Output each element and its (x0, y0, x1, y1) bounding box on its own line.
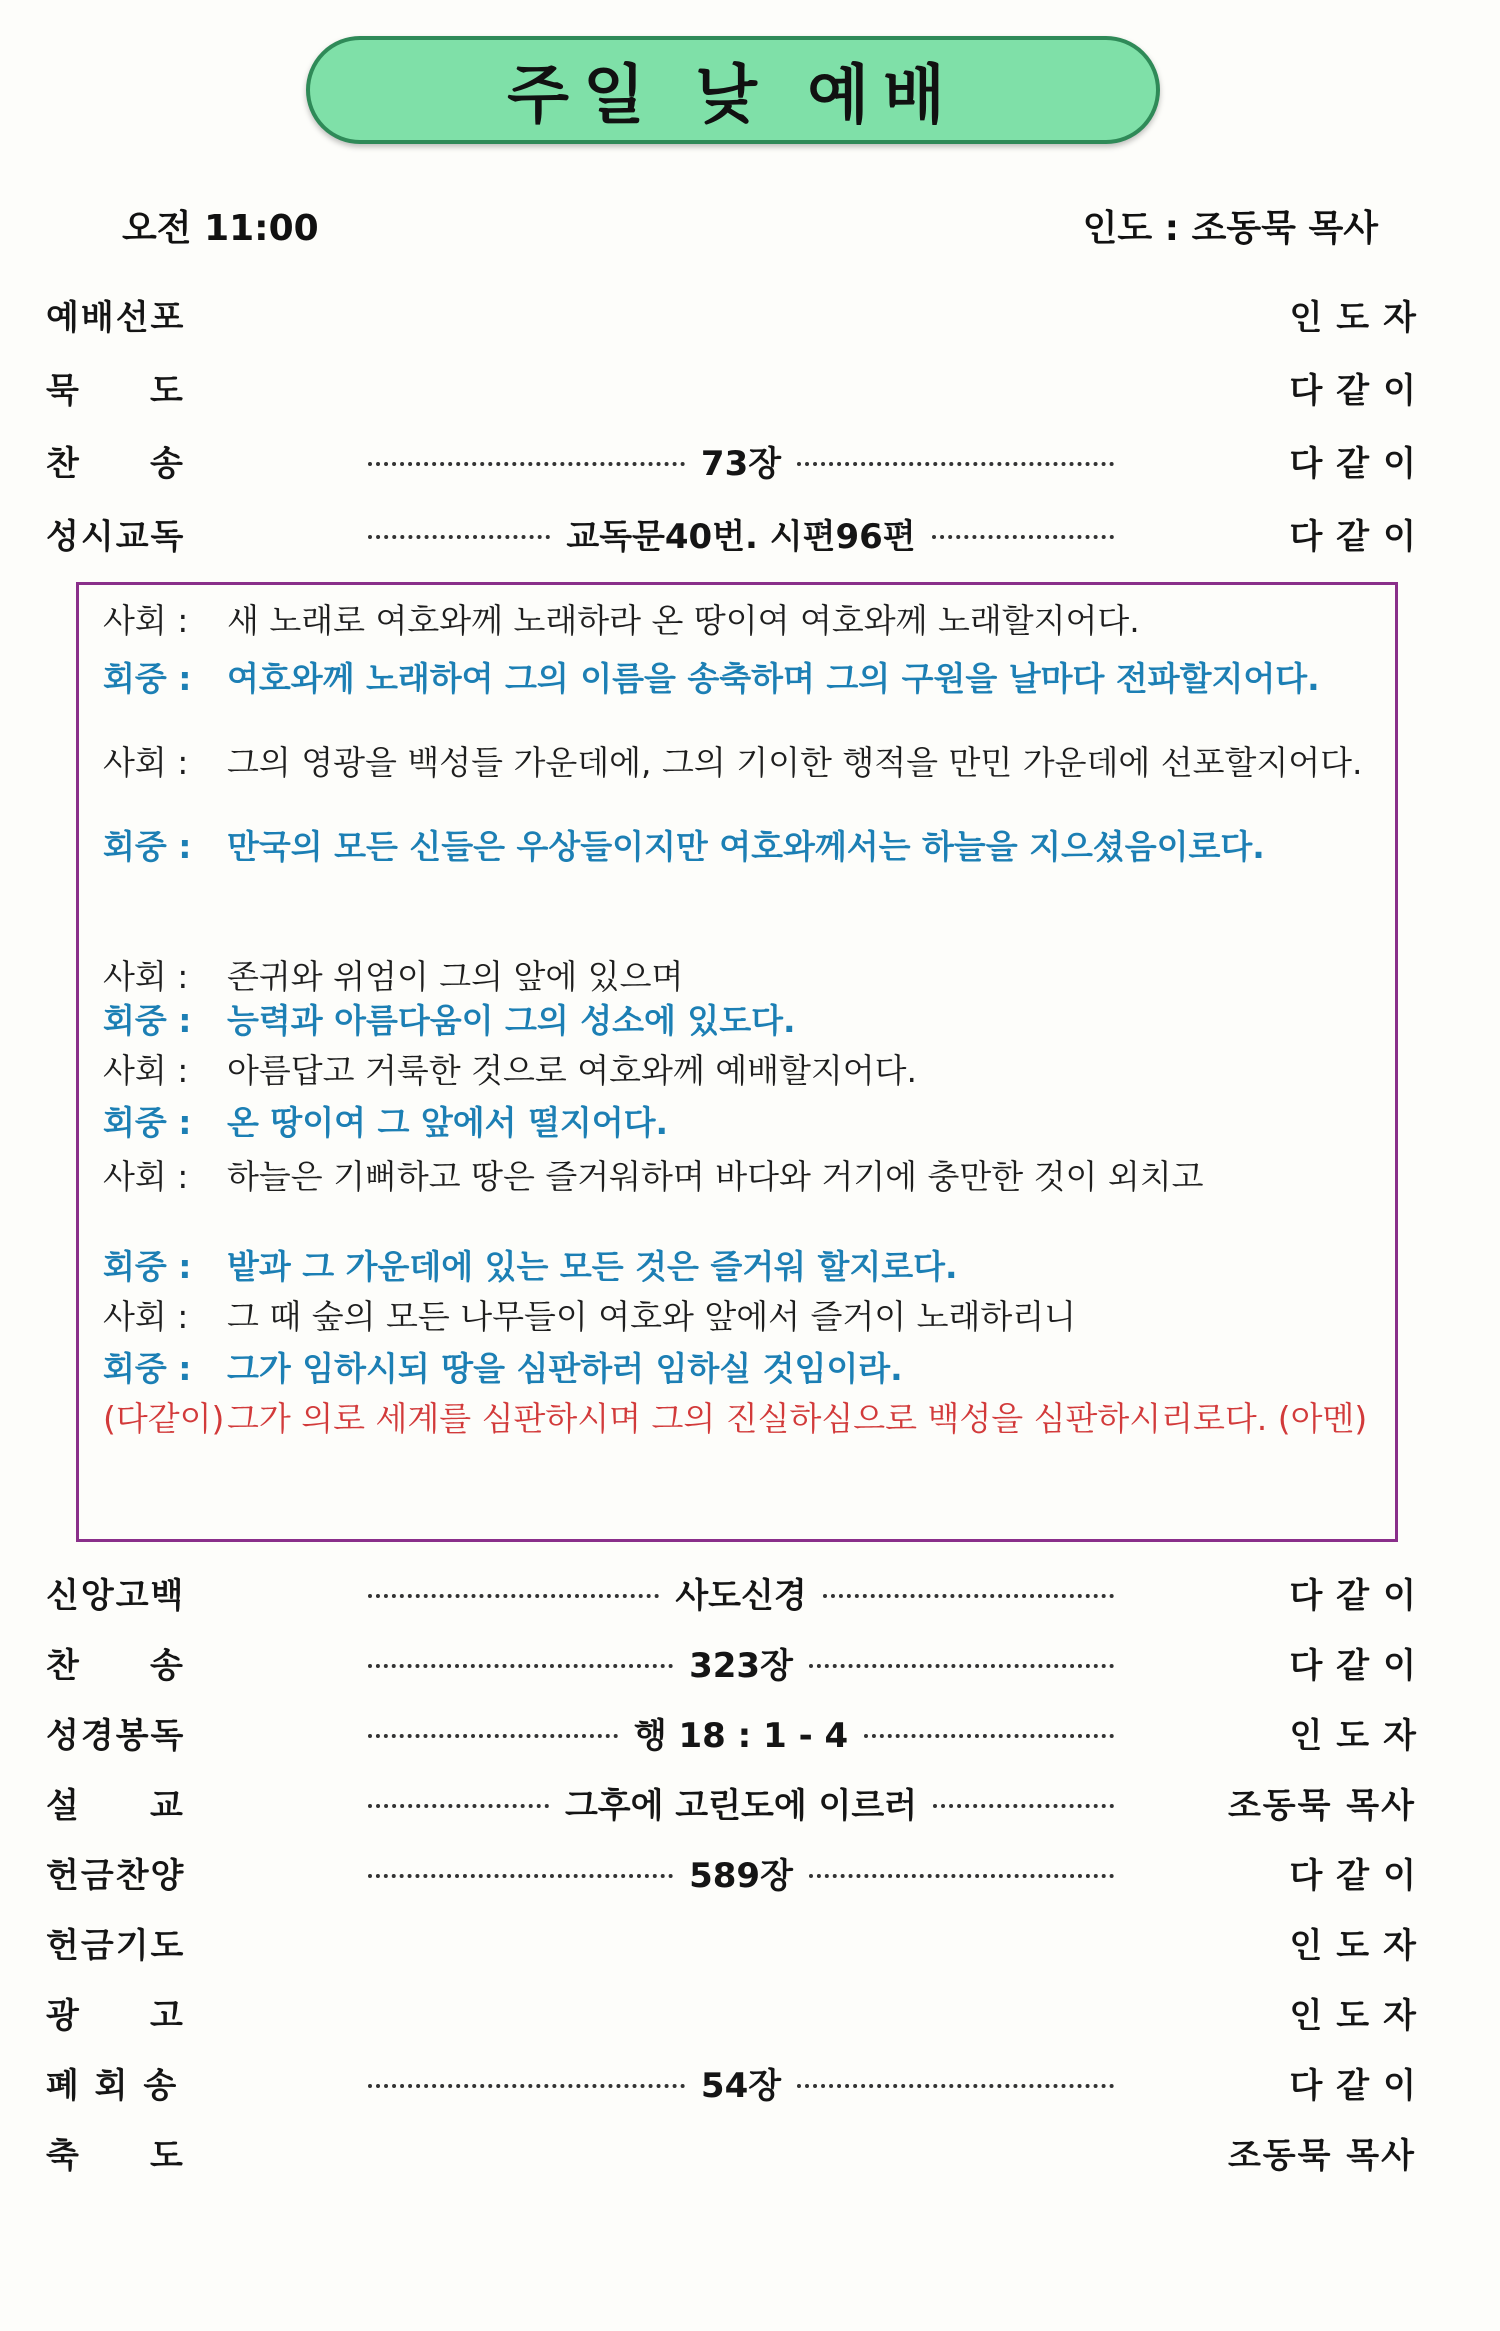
order-responsible: 다같이 (1289, 443, 1430, 484)
order-label: 성시교독 (46, 516, 186, 557)
dot-leader (933, 1804, 1114, 1808)
reading-line (103, 659, 1373, 699)
order-row (46, 359, 1430, 415)
order-detail (356, 1848, 1126, 1897)
order-responsible: 다같이 (1289, 1575, 1430, 1616)
order-row (46, 2124, 1416, 2180)
order-responsible: 조동묵 목사 (1227, 1785, 1416, 1826)
order-detail-text: 589장 (689, 1855, 793, 1896)
reading-speaker: 회중 : (103, 1103, 192, 1142)
order-detail (356, 1568, 1126, 1617)
dot-leader (797, 2084, 1114, 2088)
reading-speaker: 사회 : (103, 743, 189, 782)
reading-line (103, 1349, 1373, 1389)
reading-line (103, 957, 1373, 997)
reading-speaker: 사회 : (103, 601, 189, 640)
dot-leader (368, 1734, 618, 1738)
reading-text: 그가 의로 세계를 심판하시며 그의 진실하심으로 백성을 심판하시리로다. (아멘) (227, 1399, 1368, 1438)
dot-leader (368, 1874, 673, 1878)
order-row (46, 1704, 1430, 1760)
order-responsible: 다같이 (1289, 2065, 1430, 2106)
page-title: 주일 낮 예배 (507, 59, 959, 133)
order-row (46, 1634, 1430, 1690)
order-row (46, 1564, 1430, 1620)
reading-text: 그의 영광을 백성들 가운데에, 그의 기이한 행적을 만민 가운데에 선포할지어다. (227, 743, 1363, 782)
order-detail (356, 2010, 1126, 2014)
order-label: 찬 송 (46, 1645, 185, 1686)
order-row (46, 1984, 1430, 2040)
order-detail-text: 그후에 고린도에 이르러 (564, 1785, 918, 1826)
order-detail (356, 2150, 1126, 2154)
reading-line (103, 743, 1373, 783)
reading-speaker: 회중 : (103, 827, 192, 866)
reading-speaker: 사회 : (103, 957, 189, 996)
order-detail (356, 1940, 1126, 1944)
order-label: 찬 송 (46, 443, 185, 484)
responsive-reading-box (76, 582, 1398, 1542)
reading-speaker: 회중 : (103, 1349, 192, 1388)
order-detail-text: 73장 (700, 443, 782, 484)
order-detail (356, 312, 1126, 316)
reading-line (103, 1247, 1373, 1287)
dot-leader (809, 1874, 1114, 1878)
service-time: 오전 11:00 (122, 208, 319, 249)
order-row (46, 2054, 1430, 2110)
order-row (46, 1844, 1430, 1900)
reading-speaker: 사회 : (103, 1051, 189, 1090)
order-label: 폐 회 송 (46, 2065, 179, 2106)
dot-leader (368, 1664, 673, 1668)
order-label: 축 도 (46, 2135, 185, 2176)
reading-text: 존귀와 위엄이 그의 앞에 있으며 (227, 957, 684, 996)
dot-leader (368, 535, 550, 539)
order-responsible: 인도자 (1289, 297, 1430, 338)
reading-line (103, 1297, 1373, 1337)
reading-speaker: 사회 : (103, 1157, 189, 1196)
reading-text: 여호와께 노래하여 그의 이름을 송축하며 그의 구원을 날마다 전파할지어다. (227, 659, 1320, 698)
reading-speaker: 회중 : (103, 659, 192, 698)
reading-line (103, 601, 1373, 641)
order-row (46, 1774, 1416, 1830)
reading-text: 그 때 숲의 모든 나무들이 여호와 앞에서 즐거이 노래하리니 (227, 1297, 1076, 1336)
order-responsible: 인도자 (1289, 1925, 1430, 1966)
order-detail (356, 2058, 1126, 2107)
order-detail-text: 54장 (700, 2065, 782, 2106)
reading-text: 만국의 모든 신들은 우상들이지만 여호와께서는 하늘을 지으셨음이로다. (227, 827, 1265, 866)
reading-text: 밭과 그 가운데에 있는 모든 것은 즐거워 할지로다. (227, 1247, 958, 1286)
order-label: 설 교 (46, 1785, 185, 1826)
reading-line (103, 1001, 1373, 1041)
order-responsible: 다같이 (1289, 516, 1430, 557)
reading-speaker: 회중 : (103, 1001, 192, 1040)
title-banner (306, 36, 1160, 144)
order-responsible: 다같이 (1289, 370, 1430, 411)
reading-text: 능력과 아름다움이 그의 성소에 있도다. (227, 1001, 796, 1040)
order-row (46, 432, 1430, 488)
reading-text: 하늘은 기뻐하고 땅은 즐거워하며 바다와 거기에 충만한 것이 외치고 (227, 1157, 1204, 1196)
order-label: 신앙고백 (46, 1575, 186, 1616)
reading-line (103, 1399, 1373, 1439)
order-label: 성경봉독 (46, 1715, 186, 1756)
dot-leader (823, 1594, 1114, 1598)
order-label: 헌금기도 (46, 1925, 186, 1966)
reading-line (103, 1157, 1373, 1197)
dot-leader (368, 462, 685, 466)
reading-text: 아름답고 거룩한 것으로 여호와께 예배할지어다. (227, 1051, 918, 1090)
order-responsible: 인도자 (1289, 1715, 1430, 1756)
order-row (46, 286, 1430, 342)
order-detail (356, 436, 1126, 485)
service-leader: 인도 : 조동묵 목사 (1082, 208, 1378, 249)
dot-leader (368, 1804, 549, 1808)
reading-text: 그가 임하시되 땅을 심판하러 임하실 것임이라. (227, 1349, 903, 1388)
reading-line (103, 1051, 1373, 1091)
order-row (46, 505, 1430, 561)
order-detail (356, 1708, 1126, 1757)
order-detail-text: 323장 (689, 1645, 793, 1686)
order-label: 묵 도 (46, 370, 185, 411)
reading-text: 새 노래로 여호와께 노래하라 온 땅이여 여호와께 노래할지어다. (227, 601, 1140, 640)
order-responsible: 조동묵 목사 (1227, 2135, 1416, 2176)
order-responsible: 인도자 (1289, 1995, 1430, 2036)
dot-leader (809, 1664, 1114, 1668)
order-detail-text: 교독문40번. 시편96편 (566, 516, 916, 557)
order-detail-text: 행 18 : 1 - 4 (633, 1715, 849, 1756)
dot-leader (864, 1734, 1114, 1738)
dot-leader (797, 462, 1114, 466)
reading-speaker: (다같이) (103, 1399, 225, 1438)
reading-speaker: 사회 : (103, 1297, 189, 1336)
order-responsible: 다같이 (1289, 1645, 1430, 1686)
reading-line (103, 1103, 1373, 1143)
dot-leader (368, 1594, 659, 1598)
order-label: 예배선포 (46, 297, 186, 338)
order-detail (356, 1778, 1126, 1827)
order-detail (356, 509, 1126, 558)
order-detail (356, 1638, 1126, 1687)
order-label: 헌금찬양 (46, 1855, 186, 1896)
reading-text: 온 땅이여 그 앞에서 떨지어다. (227, 1103, 669, 1142)
reading-speaker: 회중 : (103, 1247, 192, 1286)
order-label: 광 고 (46, 1995, 185, 2036)
dot-leader (932, 535, 1114, 539)
order-responsible: 다같이 (1289, 1855, 1430, 1896)
order-detail-text: 사도신경 (675, 1575, 807, 1616)
order-detail (356, 385, 1126, 389)
dot-leader (368, 2084, 685, 2088)
reading-line (103, 827, 1373, 867)
order-row (46, 1914, 1430, 1970)
